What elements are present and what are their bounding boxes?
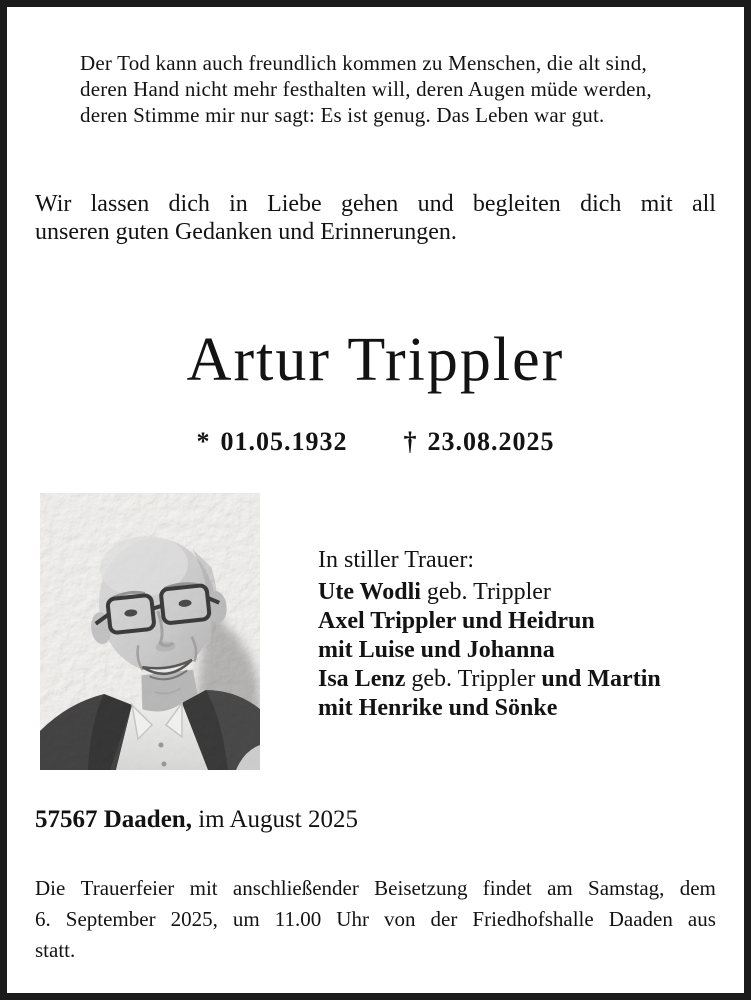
death-date: 23.08.2025	[427, 427, 555, 456]
death-date-group	[404, 427, 555, 457]
birth-star-symbol: *	[196, 427, 211, 456]
mourner-name: Isa Lenz	[318, 666, 406, 692]
death-cross-symbol: †	[403, 427, 418, 456]
mourner-name: Ute Wodli	[318, 579, 421, 605]
life-dates	[35, 427, 716, 457]
funeral-line: 6. September 2025, um 11.00 Uhr von der Friedhofshalle Daaden aus	[35, 907, 716, 931]
notice-date: im August 2025	[191, 806, 358, 833]
mourner-suffix: geb. Trippler	[420, 579, 551, 605]
funeral-line: statt.	[35, 938, 76, 962]
deceased-portrait-photo	[40, 493, 260, 770]
birth-date-group	[197, 427, 348, 457]
mourner-name: und Martin	[541, 666, 661, 692]
mourner-suffix: geb. Trippler	[405, 666, 542, 692]
quote-line: Der Tod kann auch freundlich kommen zu Menschen, die alt sind,	[80, 51, 647, 75]
farewell-line: unseren guten Gedanken und Erinnerungen.	[35, 219, 457, 245]
funeral-line: Die Trauerfeier mit anschließender Beisetzung findet am Samstag, dem	[35, 876, 716, 900]
mourner-line	[318, 607, 661, 636]
funeral-info-paragraph	[35, 873, 716, 966]
mourner-name: mit Luise und Johanna	[318, 637, 555, 663]
mourner-name: mit Henrike und Sönke	[318, 695, 558, 721]
mourner-line	[318, 665, 661, 694]
quote-line: deren Hand nicht mehr festhalten will, deren Augen müde werden,	[80, 77, 652, 101]
opening-quote	[80, 50, 652, 128]
farewell-line: Wir lassen dich in Liebe gehen und begleiten dich mit all	[35, 191, 716, 217]
mourners-block	[318, 546, 661, 723]
place: 57567 Daaden,	[35, 806, 192, 833]
mourner-line	[318, 694, 661, 723]
place-date-line	[35, 806, 358, 834]
portrait-illustration	[40, 493, 260, 770]
farewell-paragraph	[35, 190, 716, 246]
birth-date: 01.05.1932	[220, 427, 348, 456]
mourner-line	[318, 636, 661, 665]
quote-line: deren Stimme mir nur sagt: Es ist genug. Das Leben war gut.	[80, 103, 605, 127]
mourner-name: Axel Trippler und Heidrun	[318, 608, 595, 634]
deceased-name: Artur Trippler	[186, 326, 565, 394]
mourner-line	[318, 578, 661, 607]
mourning-intro: In stiller Trauer:	[318, 547, 474, 573]
